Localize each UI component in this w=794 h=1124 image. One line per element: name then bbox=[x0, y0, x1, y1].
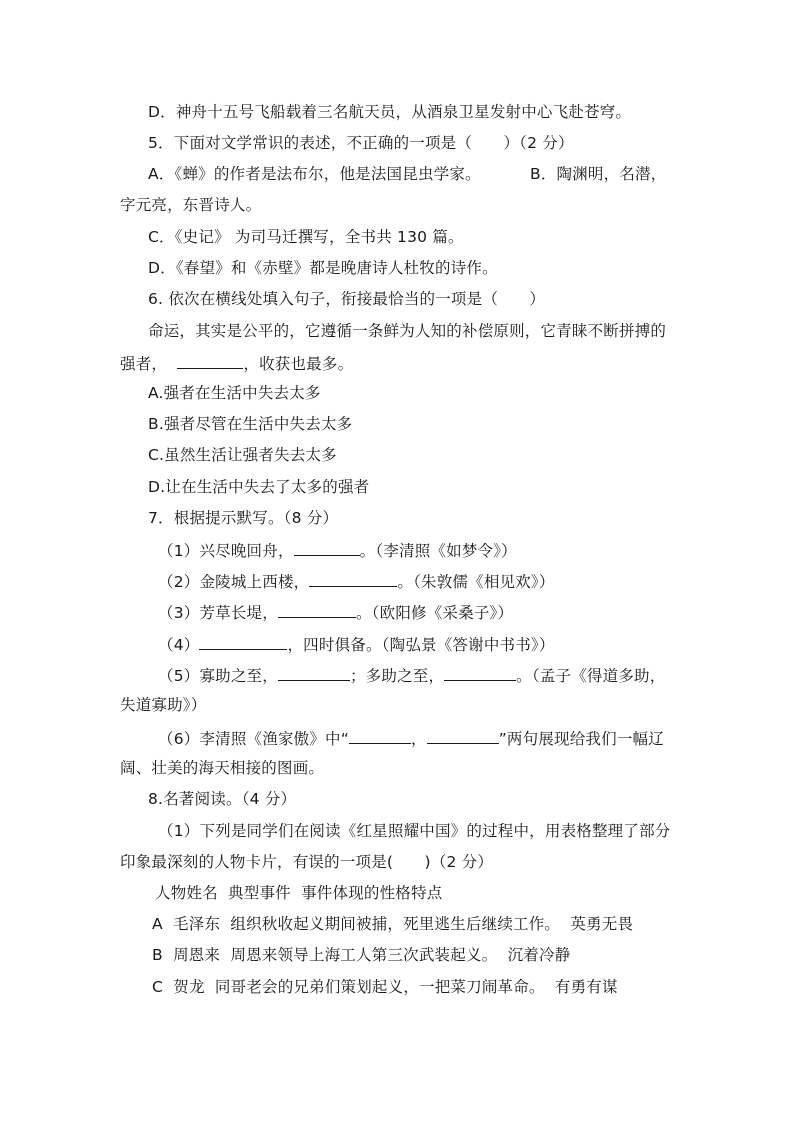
q5-option-b-part2: 字元亮，东晋诗人。 bbox=[120, 196, 262, 214]
q7-item4 bbox=[158, 632, 555, 656]
q5-option-a: A．《蝉》的作者是法布尔，他是法国昆虫学家。 bbox=[148, 165, 481, 183]
q8-row-c: C 贺龙 同哥老会的兄弟们策划起义，一把菜刀闹革命。 有勇有谋 bbox=[152, 978, 618, 996]
q7-item6 bbox=[158, 726, 664, 750]
q7-item4-prompt: （4） bbox=[158, 636, 200, 654]
q7-item6-blank2[interactable] bbox=[427, 726, 499, 744]
q7-item3-blank[interactable] bbox=[278, 600, 356, 618]
q6-option-d: D.让在生活中失去了太多的强者 bbox=[148, 478, 370, 496]
q6-answer-blank[interactable] bbox=[177, 351, 243, 369]
q4-option-d: D．神舟十五号飞船载着三名航天员，从酒泉卫星发射中心飞赴苍穹。 bbox=[148, 103, 632, 121]
q7-item2-source: 。（朱敦儒《相见欢》） bbox=[397, 573, 555, 591]
q7-item3-prompt: （3）芳草长堤， bbox=[158, 604, 278, 622]
q7-item1 bbox=[158, 538, 517, 562]
q7-item2 bbox=[158, 569, 555, 593]
q7-item5 bbox=[158, 663, 665, 687]
q8-row-a: A 毛泽东 组织秋收起义期间被捕，死里逃生后继续工作。 英勇无畏 bbox=[152, 915, 634, 933]
q7-item1-prompt: （1）兴尽晚回舟， bbox=[158, 542, 294, 560]
q7-item1-source: 。（李清照《如梦令》） bbox=[359, 542, 517, 560]
q6-passage-line1: 命运，其实是公平的，它遵循一条鲜为人知的补偿原则，它青睐不断拼搏的 bbox=[148, 322, 667, 340]
q5-option-d: D．《春望》和《赤壁》都是晚唐诗人杜牧的诗作。 bbox=[148, 259, 498, 277]
q7-stem: 7．根据提示默写。（8 分） bbox=[148, 509, 339, 527]
q7-item5-source: 。（孟子《得道多助， bbox=[516, 667, 666, 685]
q6-option-c: C.虽然生活让强者失去太多 bbox=[148, 446, 337, 464]
q6-option-a: A.强者在生活中失去太多 bbox=[148, 384, 321, 402]
q5-option-c: C．《史记》 为司马迁撰写，全书共 130 篇。 bbox=[148, 228, 464, 246]
q8-stem: 8.名著阅读。（4 分） bbox=[148, 790, 297, 808]
q8-sub1-line1: （1）下列是同学们在阅读《红星照耀中国》的过程中，用表格整理了部分 bbox=[158, 822, 671, 840]
q6-passage-prefix: 强者， bbox=[120, 355, 168, 373]
q6-stem: 6. 依次在横线处填入句子，衔接最恰当的一项是（ ） bbox=[148, 290, 546, 308]
q7-item4-blank[interactable] bbox=[199, 632, 287, 650]
q5-option-b-part1: B．陶渊明，名潜， bbox=[530, 165, 667, 183]
q7-item6-cont: 阔、壮美的海天相接的图画。 bbox=[120, 759, 325, 777]
q7-item5-prompt: （5）寡助之至， bbox=[158, 667, 278, 685]
q7-item3 bbox=[158, 600, 513, 624]
q5-stem: 5．下面对文学常识的表述，不正确的一项是（ ）（2 分） bbox=[148, 134, 574, 152]
q8-sub1-line2: 印象最深刻的人物卡片，有误的一项是( )（2 分） bbox=[120, 853, 494, 871]
q8-table-header: 人物姓名 典型事件 事件体现的性格特点 bbox=[155, 884, 443, 902]
q6-option-b: B.强者尽管在生活中失去太多 bbox=[148, 415, 353, 433]
q7-item6-suffix: ”两句展现给我们一幅辽 bbox=[498, 730, 664, 748]
q7-item3-source: 。（欧阳修《采桑子》） bbox=[355, 604, 514, 622]
q6-passage-line2 bbox=[120, 351, 353, 375]
q7-item4-source: ，四时俱备。（陶弘景《答谢中书书》） bbox=[287, 636, 555, 654]
q6-passage-suffix: ，收获也最多。 bbox=[243, 355, 354, 373]
q8-row-b: B 周恩来 周恩来领导上海工人第三次武装起义。 沉着冷静 bbox=[152, 946, 571, 964]
q7-item6-blank1[interactable] bbox=[349, 726, 411, 744]
q7-item6-prompt: （6）李清照《渔家傲》中“ bbox=[158, 730, 349, 748]
q7-item6-comma: ， bbox=[411, 730, 427, 748]
q7-item1-blank[interactable] bbox=[294, 538, 360, 556]
q7-item5-source-cont: 失道寡助》） bbox=[120, 696, 207, 714]
q7-item5-middle: ；多助之至， bbox=[349, 667, 445, 685]
q7-item2-blank[interactable] bbox=[309, 569, 397, 587]
q7-item2-prompt: （2）金陵城上西楼， bbox=[158, 573, 310, 591]
q7-item5-blank2[interactable] bbox=[444, 663, 516, 681]
q7-item5-blank1[interactable] bbox=[278, 663, 350, 681]
